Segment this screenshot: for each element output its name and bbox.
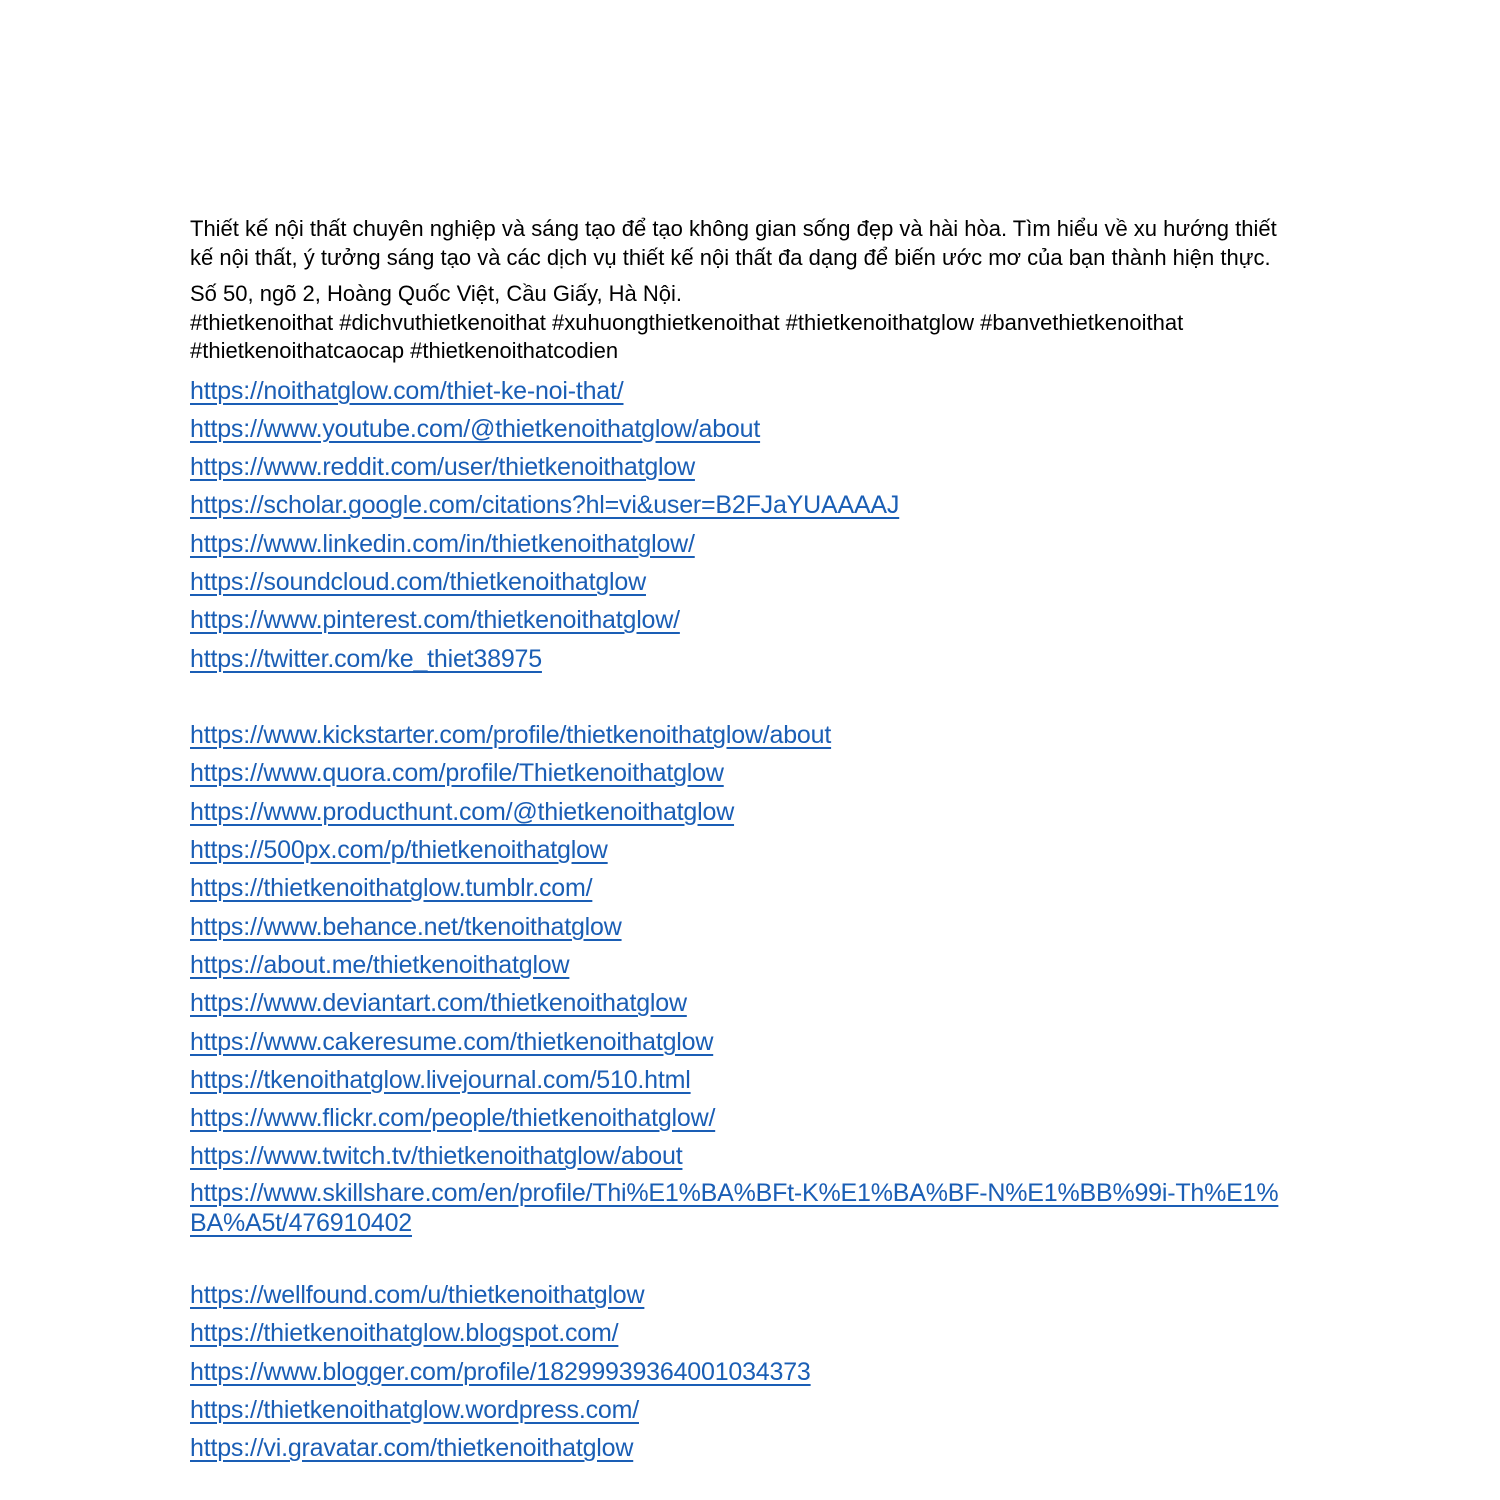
link-behance[interactable]: https://www.behance.net/tkenoithatglow [190, 912, 622, 941]
link-livejournal[interactable]: https://tkenoithatglow.livejournal.com/510.html [190, 1065, 691, 1094]
links-group-1 [190, 372, 1300, 678]
link-soundcloud[interactable]: https://soundcloud.com/thietkenoithatglow [190, 567, 646, 596]
link-500px[interactable]: https://500px.com/p/thietkenoithatglow [190, 836, 608, 865]
link-wordpress[interactable]: https://thietkenoithatglow.wordpress.com/ [190, 1395, 639, 1424]
link-blogger[interactable]: https://www.blogger.com/profile/18299939364001034373 [190, 1357, 811, 1386]
links-group-3 [190, 1276, 1300, 1467]
blank-line [190, 1238, 1300, 1276]
links-group-2 [190, 716, 1300, 1238]
link-skillshare[interactable]: https://www.skillshare.com/en/profile/Thi%E1%BA%BFt-K%E1%BA%BF-N%E1%BB%99i-Th%E1%BA%A5t/476910402 [190, 1178, 1279, 1237]
link-cakeresume[interactable]: https://www.cakeresume.com/thietkenoithatglow [190, 1027, 714, 1056]
link-noithatglow[interactable]: https://noithatglow.com/thiet-ke-noi-that/ [190, 376, 624, 405]
link-google-scholar[interactable]: https://scholar.google.com/citations?hl=vi&user=B2FJaYUAAAAJ [190, 491, 900, 520]
link-tumblr[interactable]: https://thietkenoithatglow.tumblr.com/ [190, 874, 593, 903]
link-flickr[interactable]: https://www.flickr.com/people/thietkenoithatglow/ [190, 1104, 716, 1133]
blank-line [190, 678, 1300, 716]
link-blogspot[interactable]: https://thietkenoithatglow.blogspot.com/ [190, 1319, 619, 1348]
hashtags-text: #thietkenoithat #dichvuthietkenoithat #xuhuongthietkenoithat #thietkenoithatglow #banvethietkenoithat #thietkenoithatcaocap #thietkenoithatcodien [190, 309, 1184, 363]
intro-paragraph: Thiết kế nội thất chuyên nghiệp và sáng tạo để tạo không gian sống đẹp và hài hòa. Tìm hiểu về xu hướng thiết kế nội thất, ý tưởng sáng tạo và các dịch vụ thiết kế nội thất đa dạng để biến ước mơ của bạn thành hiện thực. [190, 216, 1277, 270]
link-linkedin[interactable]: https://www.linkedin.com/in/thietkenoithatglow/ [190, 529, 695, 558]
document-page [190, 215, 1300, 1468]
link-reddit[interactable]: https://www.reddit.com/user/thietkenoithatglow [190, 453, 695, 482]
link-twitter[interactable]: https://twitter.com/ke_thiet38975 [190, 644, 542, 673]
link-gravatar[interactable]: https://vi.gravatar.com/thietkenoithatglow [190, 1434, 634, 1463]
link-pinterest[interactable]: https://www.pinterest.com/thietkenoithatglow/ [190, 606, 680, 635]
link-kickstarter[interactable]: https://www.kickstarter.com/profile/thietkenoithatglow/about [190, 721, 832, 750]
link-producthunt[interactable]: https://www.producthunt.com/@thietkenoithatglow [190, 797, 735, 826]
link-aboutme[interactable]: https://about.me/thietkenoithatglow [190, 950, 570, 979]
address-text: Số 50, ngõ 2, Hoàng Quốc Việt, Cầu Giấy, Hà Nội. [190, 281, 683, 306]
link-wellfound[interactable]: https://wellfound.com/u/thietkenoithatglow [190, 1281, 645, 1310]
link-youtube[interactable]: https://www.youtube.com/@thietkenoithatglow/about [190, 414, 761, 443]
link-twitch[interactable]: https://www.twitch.tv/thietkenoithatglow/about [190, 1142, 683, 1171]
link-quora[interactable]: https://www.quora.com/profile/Thietkenoithatglow [190, 759, 724, 788]
link-deviantart[interactable]: https://www.deviantart.com/thietkenoithatglow [190, 989, 687, 1018]
